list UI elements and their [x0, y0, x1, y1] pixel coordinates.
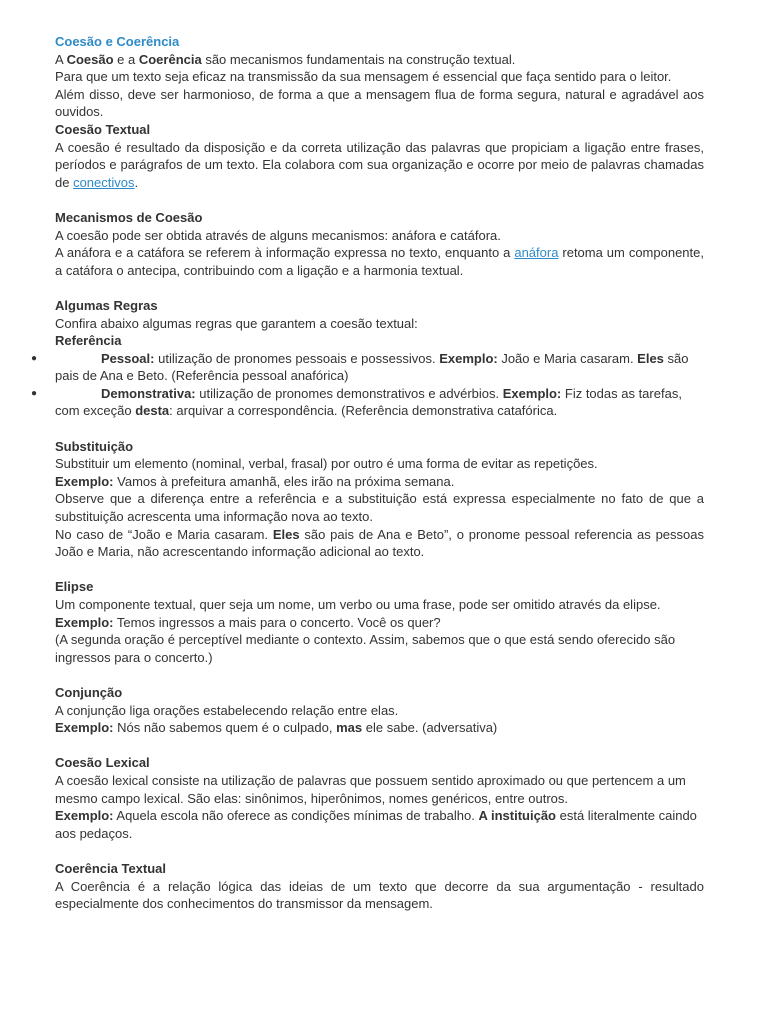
lexical-example: Exemplo: Aquela escola não oferece as condições mínimas de trabalho. A instituição está literalmente caindo aos pedaços.: [55, 808, 697, 841]
referencia-list: [31, 350, 704, 420]
mecanismos-paragraph-1: A coesão pode ser obtida através de alguns mecanismos: anáfora e catáfora.: [55, 227, 501, 243]
page-title: Coesão e Coerência: [55, 34, 180, 49]
heading-coesao-lexical: Coesão Lexical: [55, 755, 150, 771]
heading-substituicao: Substituição: [55, 438, 134, 454]
bullet-icon: ●: [31, 387, 38, 399]
conjuncao-paragraph-1: A conjunção liga orações estabelecendo relação entre elas.: [55, 702, 399, 718]
bullet-icon: ●: [31, 352, 38, 364]
substituicao-paragraph-3: Observe que a diferença entre a referência e a substituição está expressa especialmente no fato de que a substituição acrescenta uma informação nova ao texto.: [55, 491, 704, 525]
elipse-example: Exemplo: Temos ingressos a mais para o concerto. Você os quer?: [55, 614, 441, 630]
lexical-paragraph-1: A coesão lexical consiste na utilização de palavras que possuem sentido aproximado ou que pertencem a um mesmo campo lexical. São elas: sinônimos, hiperônimos, nomes genéricos, entre outros.: [55, 772, 686, 806]
intro-paragraph-2: Para que um texto seja eficaz na transmissão da sua mensagem é essencial que faça sentido para o leitor.: [55, 69, 672, 85]
anafora-link[interactable]: anáfora: [514, 245, 559, 261]
heading-conjuncao: Conjunção: [55, 684, 123, 700]
heading-regras: Algumas Regras: [55, 297, 158, 313]
intro-paragraph-1: A Coesão e a Coerência são mecanismos fundamentais na construção textual.: [55, 51, 516, 67]
list-item-demonstrativa: ● Demonstrativa: utilização de pronomes demonstrativos e advérbios. Exemplo: Fiz todas as tarefas, com exceção desta: arquivar a correspondência. (Referência demonstrativa catafórica.: [31, 385, 682, 419]
regras-intro: Confira abaixo algumas regras que garantem a coesão textual:: [55, 315, 418, 331]
heading-coesao-textual: Coesão Textual: [55, 121, 151, 137]
coerencia-paragraph-1: A Coerência é a relação lógica das ideias de um texto que decorre da sua argumentação - resultado especialmente dos conhecimentos do transmissor da mensagem.: [55, 878, 704, 912]
conjuncao-example: Exemplo: Nós não sabemos quem é o culpado, mas ele sabe. (adversativa): [55, 720, 498, 736]
heading-coerencia-textual: Coerência Textual: [55, 860, 167, 876]
list-item-pessoal: ● Pessoal: utilização de pronomes pessoais e possessivos. Exemplo: João e Maria casaram. Eles são pais de Ana e Beto. (Referência pessoal anafórica): [31, 350, 689, 384]
term-coerencia: Coerência: [138, 51, 202, 67]
document-body: [31, 33, 704, 913]
intro-paragraph-3: Além disso, deve ser harmonioso, de forma a que a mensagem flua de forma segura, natural e agradável aos ouvidos.: [55, 86, 704, 120]
heading-mecanismos: Mecanismos de Coesão: [55, 209, 203, 225]
coesao-textual-paragraph: A coesão é resultado da disposição e da correta utilização das palavras que propiciam a ligação entre frases, períodos e parágrafos de um texto. Ela colabora com sua organização e ocorre por meio de palavras chamadas de conectivos.: [55, 139, 704, 190]
heading-elipse: Elipse: [55, 579, 94, 595]
substituicao-paragraph-1: Substituir um elemento (nominal, verbal, frasal) por outro é uma forma de evitar as repetições.: [55, 456, 598, 472]
elipse-paragraph-3: (A segunda oração é perceptível mediante o contexto. Assim, sabemos que o que está sendo oferecido são ingressos para o concerto.): [55, 632, 676, 665]
mecanismos-paragraph-2: A anáfora e a catáfora se referem à informação expressa no texto, enquanto a anáfora retoma um componente, a catáfora o antecipa, contribuindo com a ligação e a harmonia textual.: [55, 245, 704, 278]
substituicao-paragraph-4: No caso de “João e Maria casaram. Eles são pais de Ana e Beto”, o pronome pessoal referencia as pessoas João e Maria, não acrescentando informação adicional ao texto.: [55, 526, 704, 560]
term-coesao: Coesão: [66, 51, 114, 67]
conectivos-link[interactable]: conectivos: [73, 174, 135, 190]
elipse-paragraph-1: Um componente textual, quer seja um nome, um verbo ou uma frase, pode ser omitido através da elipse.: [55, 597, 661, 612]
substituicao-example: Exemplo: Vamos à prefeitura amanhã, eles irão na próxima semana.: [55, 473, 455, 489]
heading-referencia: Referência: [55, 333, 122, 349]
